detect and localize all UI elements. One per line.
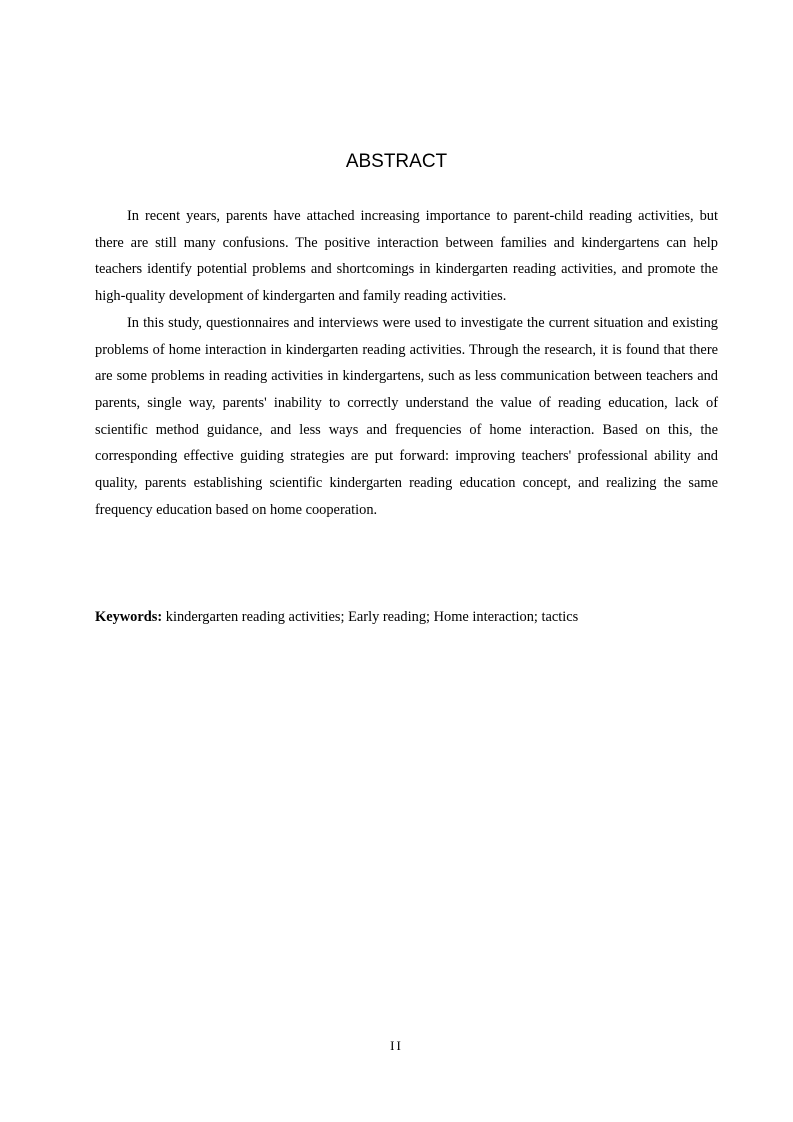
page-number: II xyxy=(390,1038,403,1053)
abstract-paragraph-1: In recent years, parents have attached increasing importance to parent-child reading activities, but there are still many confusions. The positive interaction between families and kindergartens can help teachers identify potential problems and shortcomings in kindergarten reading activities, and promote the high-quality development of kindergarten and family reading activities. xyxy=(95,208,718,305)
keywords-line xyxy=(95,604,718,631)
page-title: ABSTRACT xyxy=(345,151,448,172)
keywords-label: Keywords: xyxy=(95,609,163,625)
abstract-paragraph-2: In this study, questionnaires and interviews were used to investigate the current situation and existing problems of home interaction in kindergarten reading activities. Through the research, it is found that there are some problems in reading activities in kindergartens, such as less communication between teachers and parents, single way, parents' inability to correctly understand the value of reading education, lack of scientific method guidance, and less ways and frequencies of home interaction. Based on this, the corresponding effective guiding strategies are put forward: improving teachers' professional ability and quality, parents establishing scientific kindergarten reading education concept, and realizing the same frequency education based on home cooperation. xyxy=(95,314,718,518)
abstract-body xyxy=(95,203,718,523)
keywords-text: kindergarten reading activities; Early reading; Home interaction; tactics xyxy=(162,609,579,625)
